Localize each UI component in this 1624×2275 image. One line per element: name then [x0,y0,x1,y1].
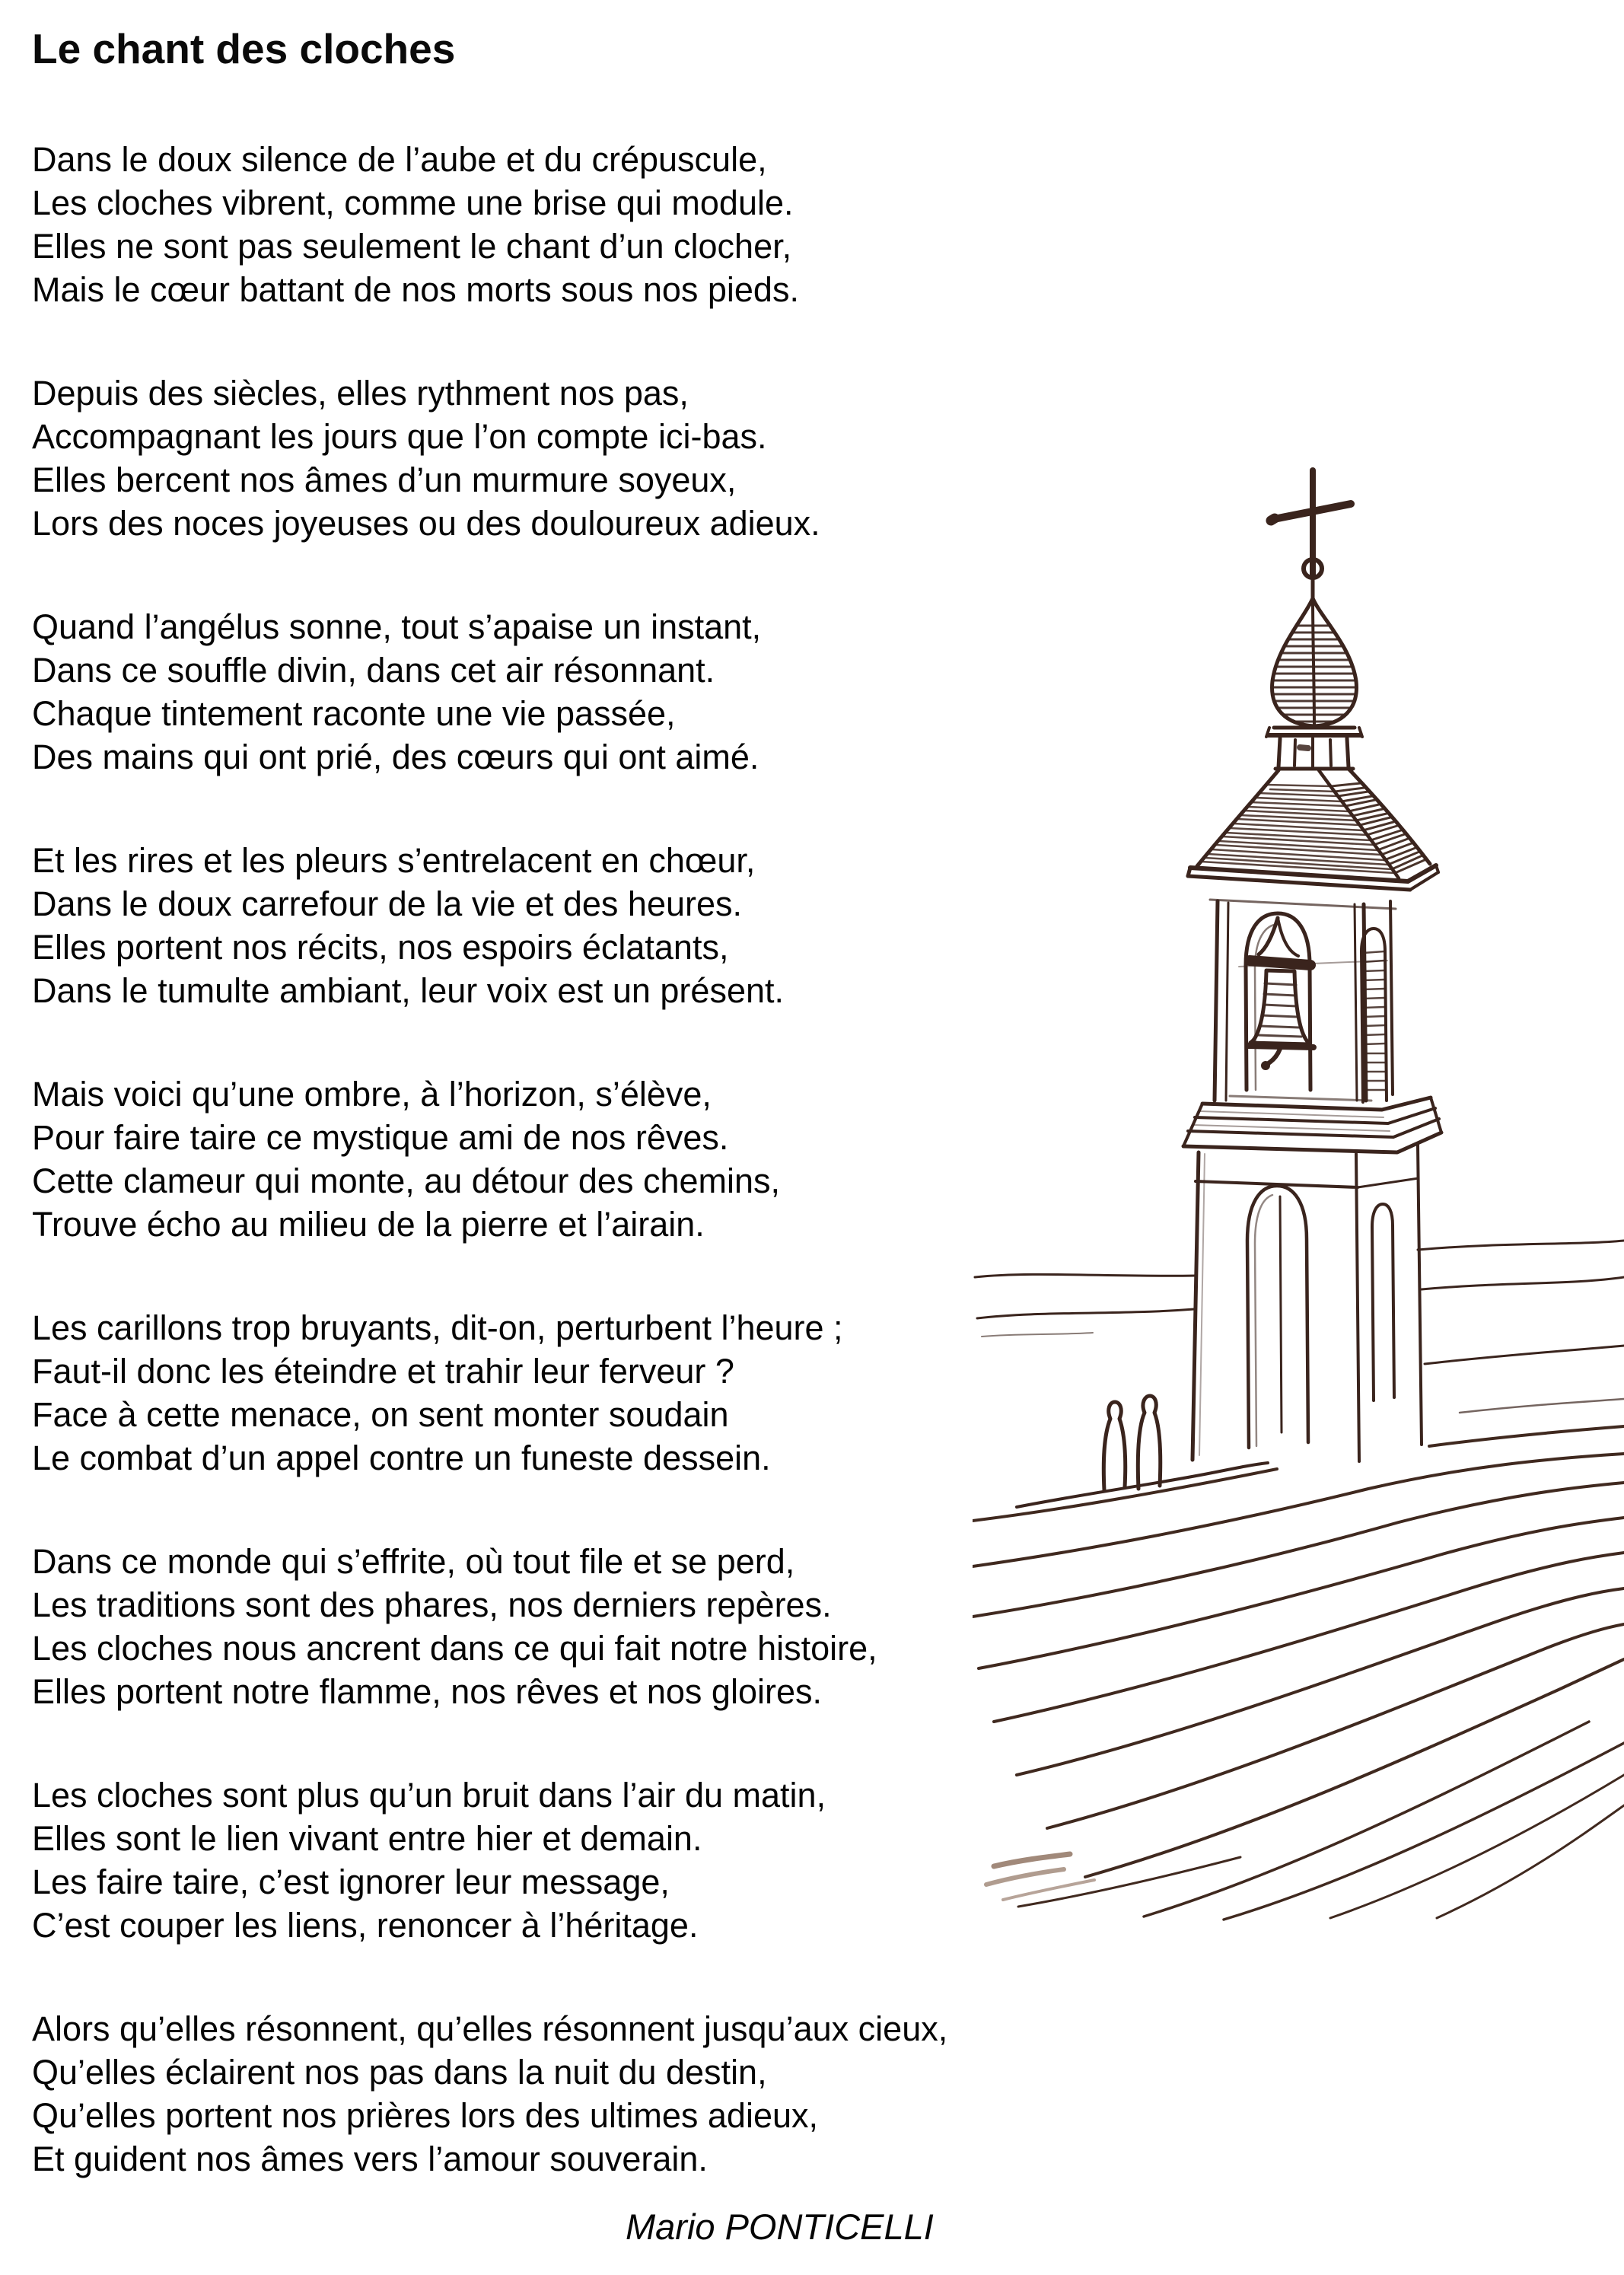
poem-line: Dans le doux carrefour de la vie et des heures. [32,884,743,923]
page-title: Le chant des cloches [32,25,456,72]
poem-stanza [32,1540,1052,1713]
poem-line: C’est couper les liens, renoncer à l’héritage. [32,1905,699,1945]
plowed-fields [973,1426,1624,1920]
poem-line: Qu’elles éclairent nos pas dans la nuit du destin, [32,2052,767,2092]
poem-line: Depuis des siècles, elles rythment nos pas, [32,373,689,413]
poem-line: Mais voici qu’une ombre, à l’horizon, s’élève, [32,1074,712,1114]
poem-line: Les faire taire, c’est ignorer leur message, [32,1862,670,1901]
poem-line: Elles bercent nos âmes d’un murmure soyeux, [32,460,737,499]
poem-line: Dans le doux silence de l’aube et du crépuscule, [32,139,767,179]
poem-stanza [32,371,1052,545]
poem-line: Elles sont le lien vivant entre hier et demain. [32,1818,702,1858]
poem-stanza [32,1773,1052,1947]
bell [1248,918,1314,1070]
poem-stanza [32,2007,1052,2181]
poem-line: Elles ne sont pas seulement le chant d’un clocher, [32,226,792,266]
poem-line: Trouve écho au milieu de la pierre et l’airain. [32,1204,705,1244]
tower-shaft [1193,1145,1422,1461]
poem-line: Les cloches sont plus qu’un bruit dans l’air du matin, [32,1775,826,1815]
poem-line: Qu’elles portent nos prières lors des ultimes adieux, [32,2095,819,2135]
author-signature: Mario PONTICELLI [626,2206,934,2247]
horizon-lines [975,1241,1624,1413]
poem-line: Cette clameur qui monte, au détour des chemins, [32,1161,781,1200]
poem-stanza [32,138,1052,311]
cornice-band [1183,1098,1441,1152]
poem-line: Mais le cœur battant de nos morts sous nos pieds. [32,269,799,309]
poem-line: Les carillons trop bruyants, dit-on, perturbent l’heure ; [32,1308,843,1347]
church-illustration [973,457,1624,1922]
poem-line: Les traditions sont des phares, nos derniers repères. [32,1585,832,1624]
poem-column [32,26,1052,2241]
two-figures [1017,1396,1268,1507]
poem-line: Pour faire taire ce mystique ami de nos rêves. [32,1117,729,1157]
poem-line: Face à cette menace, on sent monter soudain [32,1394,729,1434]
poem-line: Le combat d’un appel contre un funeste dessein. [32,1438,771,1477]
poem-line: Quand l’angélus sonne, tout s’apaise un instant, [32,607,762,646]
poem-line: Dans le tumulte ambiant, leur voix est un présent. [32,970,785,1010]
poem-line: Accompagnant les jours que l’on compte ici-bas. [32,416,767,456]
poem-stanza [32,1072,1052,1246]
lantern [1266,728,1362,769]
poem-line: Les cloches vibrent, comme une brise qui module. [32,183,794,222]
poem-line: Alors qu’elles résonnent, qu’elles résonnent jusqu’aux cieux, [32,2009,948,2048]
poem-line: Et guident nos âmes vers l’amour souverain. [32,2139,708,2178]
poem-line: Chaque tintement raconte une vie passée, [32,693,676,733]
poem-line: Des mains qui ont prié, des cœurs qui ont aimé. [32,737,759,776]
poem-line: Elles portent nos récits, nos espoirs éclatants, [32,927,729,967]
poem-line: Faut-il donc les éteindre et trahir leur ferveur ? [32,1351,734,1391]
poem-line: Les cloches nous ancrent dans ce qui fait notre histoire, [32,1628,877,1668]
poem-stanza [32,1306,1052,1480]
onion-dome [1260,559,1367,728]
poem-line: Dans ce souffle divin, dans cet air résonnant. [32,650,715,690]
poem-line: Elles portent notre flamme, nos rêves et nos gloires. [32,1671,822,1711]
poem-stanza [32,839,1052,1012]
poem-line: Lors des noces joyeuses ou des douloureux adieux. [32,503,820,543]
poem-line: Dans ce monde qui s’effrite, où tout file et se perd, [32,1541,795,1581]
bell-roof [1188,769,1438,890]
poem-line: Et les rires et les pleurs s’entrelacent en chœur, [32,840,756,880]
poem-stanza [32,605,1052,779]
